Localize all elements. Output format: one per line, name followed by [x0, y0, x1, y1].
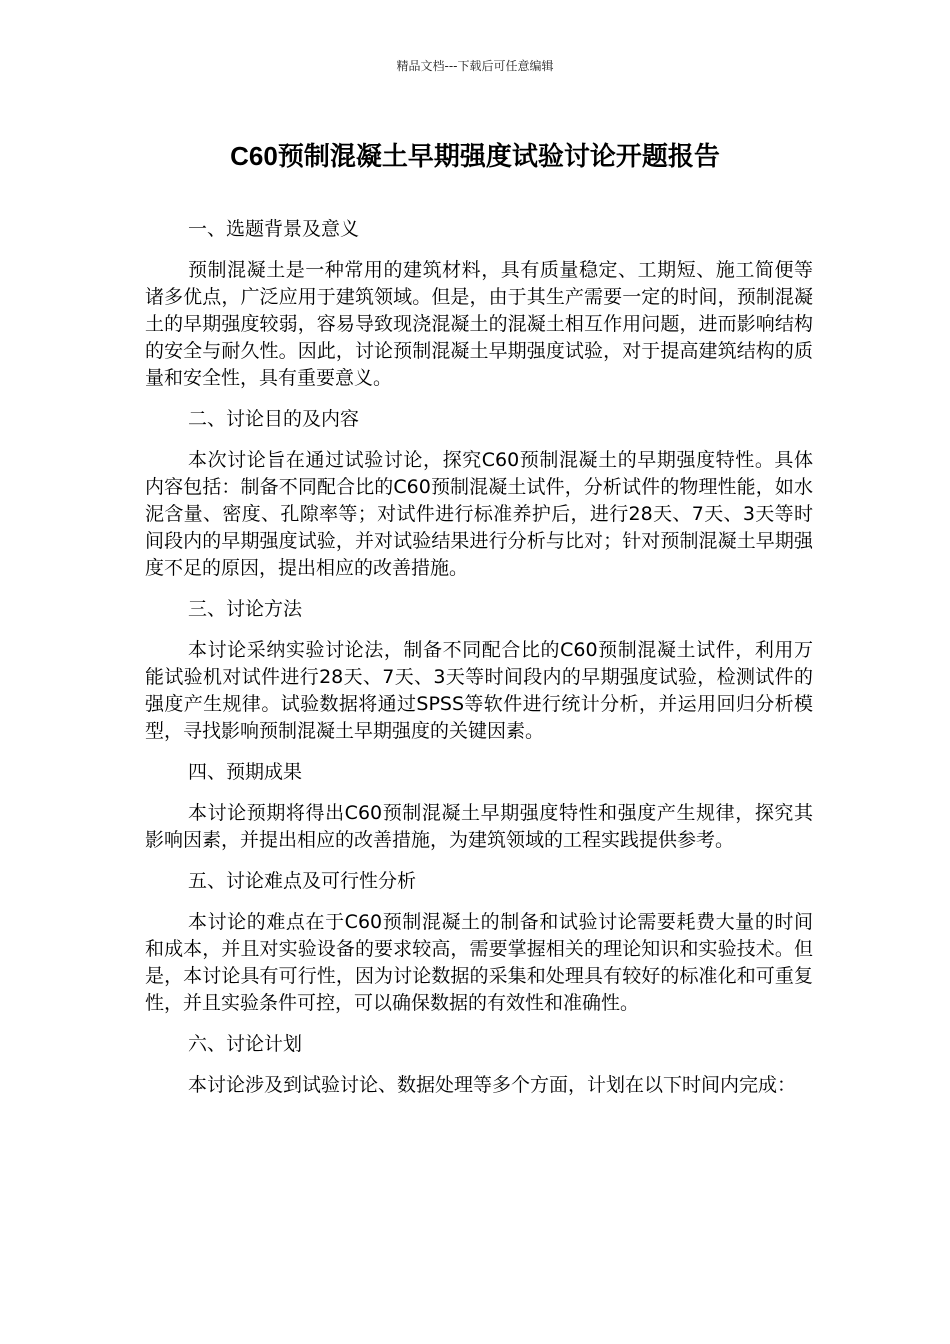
section-paragraph-plan: 本讨论涉及到试验讨论、数据处理等多个方面，计划在以下时间内完成：: [188, 1074, 797, 1096]
section-paragraph-difficulties: 本讨论的难点在于C60预制混凝土的制备和试验讨论需要耗费大量的时间和成本，并且对实验设备的要求较高，需要掌握相关的理论知识和实验技术。但是，本讨论具有可行性，因为讨论数据的采集和处理具有较好的标准化和可重复性，并且实验条件可控，可以确保数据的有效性和准确性。: [145, 911, 813, 1014]
section-heading-background: 一、选题背景及意义: [188, 218, 360, 240]
section-heading-objectives: 二、讨论目的及内容: [188, 408, 360, 430]
document-title: C60预制混凝土早期强度试验讨论开题报告: [230, 141, 720, 171]
section-heading-difficulties: 五、讨论难点及可行性分析: [188, 870, 417, 892]
section-paragraph-expected-results: 本讨论预期将得出C60预制混凝土早期强度特性和强度产生规律，探究其影响因素，并提出相应的改善措施，为建筑领域的工程实践提供参考。: [145, 802, 813, 851]
section-paragraph-background: 预制混凝土是一种常用的建筑材料，具有质量稳定、工期短、施工简便等诸多优点，广泛应用于建筑领域。但是，由于其生产需要一定的时间，预制混凝土的早期强度较弱，容易导致现浇混凝土的混凝土相互作用问题，进而影响结构的安全与耐久性。因此，讨论预制混凝土早期强度试验，对于提高建筑结构的质量和安全性，具有重要意义。: [145, 259, 813, 389]
section-paragraph-objectives: 本次讨论旨在通过试验讨论，探究C60预制混凝土的早期强度特性。具体内容包括：制备不同配合比的C60预制混凝土试件，分析试件的物理性能，如水泥含量、密度、孔隙率等；对试件进行标准养护后，进行28天、7天、3天等时间段内的早期强度试验，并对试验结果进行分析与比对；针对预制混凝土早期强度不足的原因，提出相应的改善措施。: [145, 449, 813, 579]
section-heading-expected-results: 四、预期成果: [188, 761, 303, 783]
section-heading-plan: 六、讨论计划: [188, 1033, 303, 1055]
document-body: [145, 216, 813, 1113]
header-note: 精品文档---下载后可任意编辑: [396, 59, 554, 73]
section-heading-methods: 三、讨论方法: [188, 598, 303, 620]
section-paragraph-methods: 本讨论采纳实验讨论法，制备不同配合比的C60预制混凝土试件，利用万能试验机对试件进行28天、7天、3天等时间段内的早期强度试验，检测试件的强度产生规律。试验数据将通过SPSS等软件进行统计分析，并运用回归分析模型，寻找影响预制混凝土早期强度的关键因素。: [145, 639, 813, 742]
